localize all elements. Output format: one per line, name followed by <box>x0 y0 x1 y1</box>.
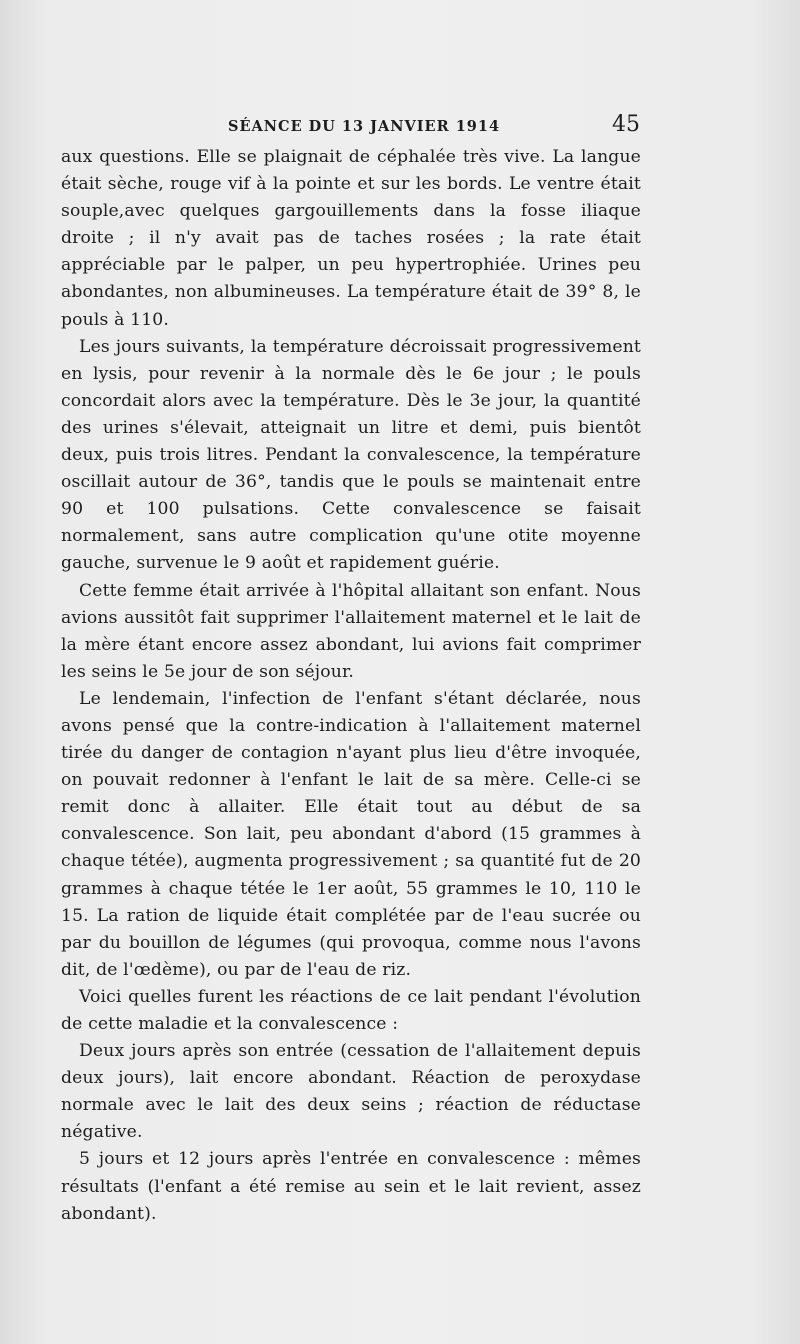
paragraph-1: aux questions. Elle se plaignait de céphalée très vive. La langue était sèche, rouge vif à la pointe et sur les bords. Le ventre était souple,avec quelques gargouillements dans la fosse iliaque droite ; il n'y avait pas de taches rosées ; la rate était appréciable par le palper, un peu hypertrophiée. Urines peu abondantes, non albumineuses. La température était de 39° 8, le pouls à 110. <box>61 147 641 330</box>
paragraph-6: Deux jours après son entrée (cessation de l'allaitement depuis deux jours), lait encore abondant. Réaction de peroxydase normale avec le lait des deux seins ; réaction de réductase négative. <box>61 1041 641 1143</box>
body-text <box>61 144 641 1228</box>
page-header <box>60 112 640 142</box>
paragraph-5: Voici quelles furent les réactions de ce lait pendant l'évolution de cette maladie et la convalescence : <box>61 986 641 1034</box>
paragraph-2: Les jours suivants, la température décroissait progressivement en lysis, pour revenir à la normale dès le 6e jour ; le pouls concordait alors avec la température. Dès le 3e jour, la quantité des urines s'élevait, atteignait un litre et demi, puis bientôt deux, puis trois litres. Pendant la convalescence, la température oscillait autour de 36°, tandis que le pouls se maintenait entre 90 et 100 pulsations. Cette convalescence se faisait normalement, sans autre complication qu'une otite moyenne gauche, survenue le 9 août et rapidement guérie. <box>61 336 641 574</box>
page-number: 45 <box>612 112 640 137</box>
running-head: SÉANCE DU 13 JANVIER 1914 <box>228 118 501 135</box>
paragraph-7: 5 jours et 12 jours après l'entrée en convalescence : mêmes résultats (l'enfant a été remise au sein et le lait revient, assez abondant). <box>61 1149 641 1224</box>
paragraph-4: Le lendemain, l'infection de l'enfant s'étant déclarée, nous avons pensé que la contre-indication à l'allaitement maternel tirée du danger de contagion n'ayant plus lieu d'être invoquée, on pouvait redonner à l'enfant le lait de sa mère. Celle-ci se remit donc à allaiter. Elle était tout au début de sa convalescence. Son lait, peu abondant d'abord (15 grammes à chaque tétée), augmenta progressivement ; sa quantité fut de 20 grammes à chaque tétée le 1er août, 55 grammes le 10, 110 le 15. La ration de liquide était complétée par de l'eau sucrée ou par du bouillon de légumes (qui provoqua, comme nous l'avons dit, de l'œdème), ou par de l'eau de riz. <box>61 688 641 980</box>
paragraph-3: Cette femme était arrivée à l'hôpital allaitant son enfant. Nous avions aussitôt fait supprimer l'allaitement maternel et le lait de la mère étant encore assez abondant, lui avions fait comprimer les seins le 5e jour de son séjour. <box>61 580 641 682</box>
